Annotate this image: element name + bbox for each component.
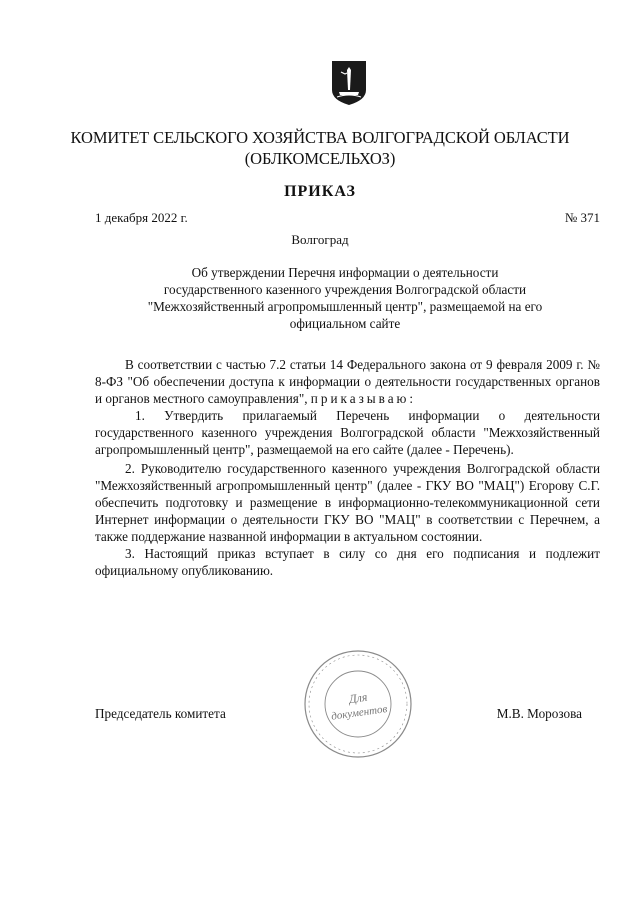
intro-paragraph: [95, 356, 600, 407]
organization-name-line1: КОМИТЕТ СЕЛЬСКОГО ХОЗЯЙСТВА ВОЛГОГРАДСКОЙ ОБЛАСТИ: [70, 128, 570, 147]
stamp-text-line2: документов: [330, 703, 389, 723]
document-number: № 371: [564, 210, 600, 225]
coat-of-arms-icon: [331, 60, 367, 106]
document-type: ПРИКАЗ: [284, 183, 356, 200]
signatory-position: Председатель комитета: [95, 706, 226, 721]
document-subject: [110, 264, 580, 332]
organization-name: [0, 127, 640, 169]
subject-line: государственного казенного учреждения Волгоградской области: [163, 282, 527, 297]
order-item-3: 3. Настоящий приказ вступает в силу со дня его подписания и подлежит официальному опубликованию.: [95, 546, 600, 578]
orders-word: приказываю:: [310, 391, 417, 406]
organization-name-line2: (ОБЛКОМСЕЛЬХОЗ): [244, 149, 396, 168]
document-city: Волгоград: [291, 232, 349, 247]
stamp-text-line1: Для: [348, 689, 369, 707]
signatory-name: М.В. Морозова: [496, 706, 582, 721]
order-item-1: 1. Утвердить прилагаемый Перечень информации о деятельности государственного казенного учреждения Волгоградской области "Межхозяйственный агропромышленный центр", размещаемой на его сайте (далее - Перечень).: [95, 408, 600, 457]
subject-line: "Межхозяйственный агропромышленный центр", размещаемой на его: [147, 299, 543, 314]
subject-line: официальном сайте: [289, 316, 401, 331]
order-item-2: 2. Руководителю государственного казенного учреждения Волгоградской области "Межхозяйственный агропромышленный центр" (далее - ГКУ ВО "МАЦ") Егорову С.Г. обеспечить подготовку и размещение в информационно-телекоммуникационной сети Интернет информации о деятельности ГКУ ВО "МАЦ" в соответствии с Перечнем, а также поддержание названной информации в актуальном состоянии.: [95, 461, 600, 544]
document-body: [95, 356, 600, 579]
document-date: 1 декабря 2022 г.: [95, 210, 188, 225]
official-stamp: [302, 648, 414, 760]
subject-line: Об утверждении Перечня информации о деятельности: [191, 265, 499, 280]
intro-text: В соответствии с частью 7.2 статьи 14 Федерального закона от 9 февраля 2009 г. № 8-ФЗ "Об обеспечении доступа к информации о деятельности государственных органов и органов местного самоуправления",: [95, 357, 600, 406]
